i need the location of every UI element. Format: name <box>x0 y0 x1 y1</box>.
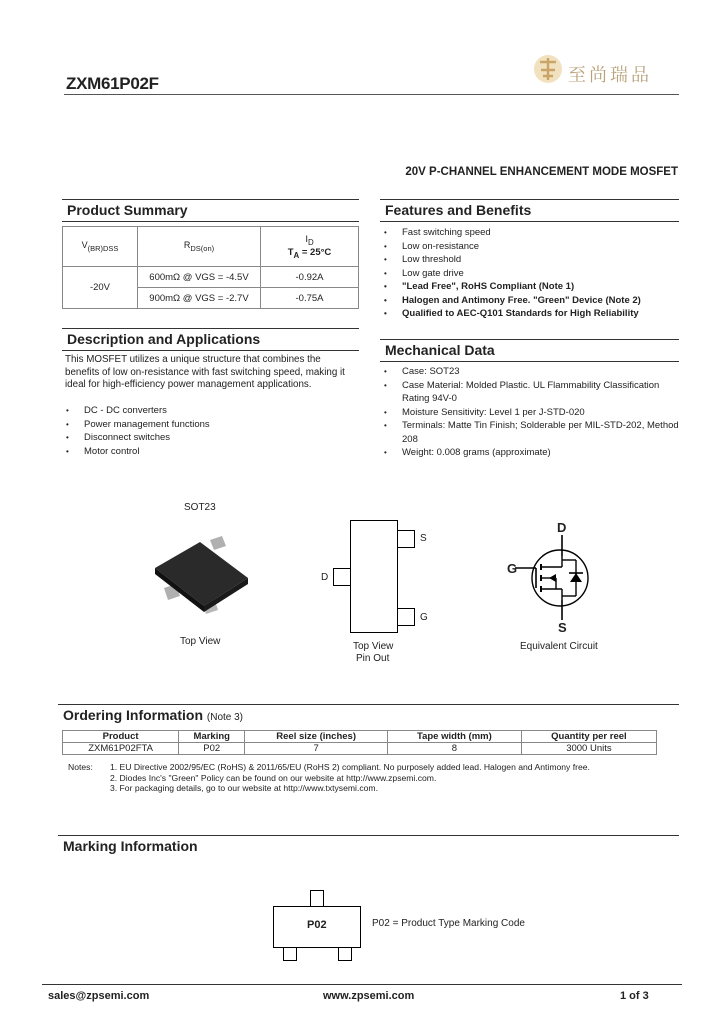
list-item: • Case: SOT23 <box>380 365 680 379</box>
marking-legend: P02 = Product Type Marking Code <box>372 918 525 929</box>
footer-page-number: 1 of 3 <box>620 990 649 1002</box>
product-summary-title: Product Summary <box>62 199 359 222</box>
footer-website[interactable]: www.zpsemi.com <box>323 990 415 1002</box>
notes-label: Notes: <box>68 762 93 772</box>
mechanical-title: Mechanical Data <box>380 339 679 362</box>
features-title: Features and Benefits <box>380 199 679 222</box>
eq-g-label: G <box>507 561 518 576</box>
ordering-cell: ZXM61P02FTA <box>63 743 179 755</box>
package-label: SOT23 <box>184 502 216 513</box>
list-item: • Power management functions <box>62 418 352 432</box>
list-item: • Halogen and Antimony Free. "Green" Device (Note 2) <box>380 294 680 308</box>
pin-d-lead <box>333 568 351 586</box>
ordering-cell: 7 <box>245 743 388 755</box>
features-list <box>380 226 680 321</box>
list-item: • Terminals: Matte Tin Finish; Solderable per MIL-STD-202, Method 208 <box>380 419 680 446</box>
equivalent-circuit-caption: Equivalent Circuit <box>520 641 598 652</box>
col-id: $I_D$ $T_A = 25^\circ C$ <box>261 227 359 267</box>
ordering-header: Quantity per reel <box>521 731 656 743</box>
ordering-header: Product <box>63 731 179 743</box>
pinout-drawing <box>330 520 430 635</box>
ordering-header: Marking <box>179 731 245 743</box>
list-item: • Low on-resistance <box>380 240 680 254</box>
list-item: • Fast switching speed <box>380 226 680 240</box>
ordering-header: Tape width (mm) <box>387 731 521 743</box>
product-summary-table <box>62 226 359 309</box>
logo <box>532 52 564 86</box>
pin-s-label: S <box>420 533 427 544</box>
description-title: Description and Applications <box>62 328 359 351</box>
rds-row-2: 900mΩ @ VGS = -2.7V <box>138 288 261 309</box>
pin-g-label: G <box>420 612 428 623</box>
list-item: • Low threshold <box>380 253 680 267</box>
pin-g-lead <box>397 608 415 626</box>
note-item: 3. For packaging details, go to our website at http://www.txtysemi.com. <box>110 783 378 793</box>
footer-rule <box>42 984 682 985</box>
list-item: • Disconnect switches <box>62 431 352 445</box>
eq-s-label: S <box>558 620 567 635</box>
part-number: ZXM61P02F <box>66 74 159 93</box>
note-item: 1. EU Directive 2002/95/EC (RoHS) & 2011/65/EU (RoHS 2) compliant. No purposely added lead. Halogen and Antimony free. <box>110 762 590 772</box>
description-text: This MOSFET utilizes a unique structure that combines the benefits of low on-resistance with fast switching speed, making it ideal for high-efficiency power management applications. <box>65 354 345 390</box>
top-view-caption: Top View <box>180 636 221 647</box>
pinout-body <box>350 520 398 633</box>
ordering-table <box>62 730 657 755</box>
header-rule <box>64 94 679 95</box>
ordering-header: Reel size (inches) <box>245 731 388 743</box>
col-vbr: $V_{(BR)DSS}$ <box>63 227 138 267</box>
rds-row-1: 600mΩ @ VGS = -4.5V <box>138 267 261 288</box>
list-item: • Case Material: Molded Plastic. UL Flammability Classification Rating 94V-0 <box>380 379 680 406</box>
ordering-cell: 8 <box>387 743 521 755</box>
list-item: • DC - DC converters <box>62 404 352 418</box>
marking-code: P02 <box>307 919 327 931</box>
list-item: • Moisture Sensitivity: Level 1 per J-STD-020 <box>380 406 680 420</box>
pinout-caption-1: Top View <box>353 641 394 652</box>
mechanical-list <box>380 365 680 460</box>
notes-list <box>110 762 680 794</box>
device-subtitle: 20V P-CHANNEL ENHANCEMENT MODE MOSFET <box>405 166 678 178</box>
ordering-cell: 3000 Units <box>521 743 656 755</box>
col-rds: $R_{DS(on)}$ <box>138 227 261 267</box>
logo-text: 至尚瑞品 <box>568 65 652 86</box>
list-item: • Motor control <box>62 445 352 459</box>
marking-title: Marking Information <box>58 835 679 858</box>
note-item: 2. Diodes Inc's "Green" Policy can be found on our website at http://www.zpsemi.com. <box>110 772 437 783</box>
footer-email[interactable]: sales@zpsemi.com <box>48 990 150 1002</box>
pinout-caption-2: Pin Out <box>356 653 390 664</box>
eq-d-label: D <box>557 520 567 535</box>
id-row-1: -0.92A <box>261 267 359 288</box>
list-item: • Weight: 0.008 grams (approximate) <box>380 446 680 460</box>
marking-drawing <box>270 890 370 965</box>
list-item: • Low gate drive <box>380 267 680 281</box>
sot23-package-image <box>150 530 255 615</box>
vbr-value: -20V <box>63 267 138 309</box>
equivalent-circuit-symbol <box>510 530 610 625</box>
logo-icon <box>532 52 564 86</box>
ordering-title: Ordering Information (Note 3) <box>58 704 679 727</box>
pin-d-label: D <box>321 572 329 583</box>
id-row-2: -0.75A <box>261 288 359 309</box>
list-item: • "Lead Free", RoHS Compliant (Note 1) <box>380 280 680 294</box>
applications-list <box>62 404 352 458</box>
pin-s-lead <box>397 530 415 548</box>
list-item: • Qualified to AEC-Q101 Standards for High Reliability <box>380 307 680 321</box>
ordering-cell: P02 <box>179 743 245 755</box>
